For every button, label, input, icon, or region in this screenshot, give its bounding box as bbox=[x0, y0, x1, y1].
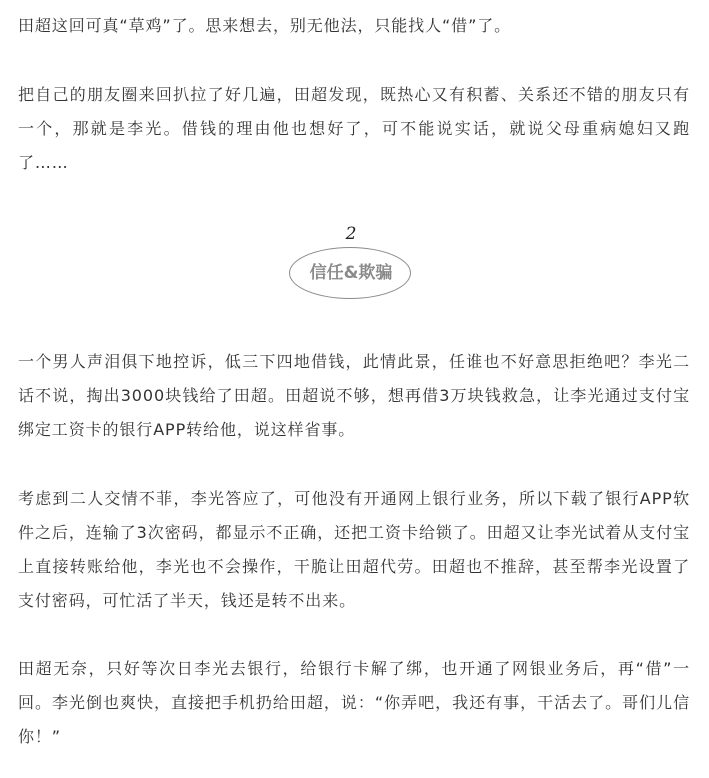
section-number: 2 bbox=[345, 224, 357, 244]
section-title: 信任&欺骗 bbox=[309, 263, 393, 283]
paragraph-2: 把自己的朋友圈来回扒拉了好几遍，田超发现，既热心又有积蓄、关系还不错的朋友只有一个，那就是李光。借钱的理由他也想好了，可不能说实话，就说父母重病媳妇又跑了…… bbox=[18, 85, 690, 172]
section-divider bbox=[288, 224, 414, 302]
paragraph-1: 田超这回可真“草鸡”了。思来想去，别无他法，只能找人“借”了。 bbox=[18, 16, 512, 35]
paragraph-4: 考虑到二人交情不菲，李光答应了，可他没有开通网上银行业务，所以下载了银行APP软件之后，连输了3次密码，都显示不正确，还把工资卡给锁了。田超又让李光试着从支付宝上直接转账给他，李光也不会操作，干脆让田超代劳。田超也不推辞，甚至帮李光设置了支付密码，可忙活了半天，钱还是转不出来。 bbox=[18, 489, 690, 610]
paragraph-5: 田超无奈，只好等次日李光去银行，给银行卡解了绑，也开通了网银业务后，再“借”一回。李光倒也爽快，直接把手机扔给田超，说：“你弄吧，我还有事，干活去了。哥们儿信你！” bbox=[18, 659, 690, 746]
paragraph-3: 一个男人声泪俱下地控诉，低三下四地借钱，此情此景，任谁也不好意思拒绝吧？李光二话不说，掏出3000块钱给了田超。田超说不够，想再借3万块钱救急，让李光通过支付宝绑定工资卡的银行APP转给他，说这样省事。 bbox=[18, 352, 690, 439]
